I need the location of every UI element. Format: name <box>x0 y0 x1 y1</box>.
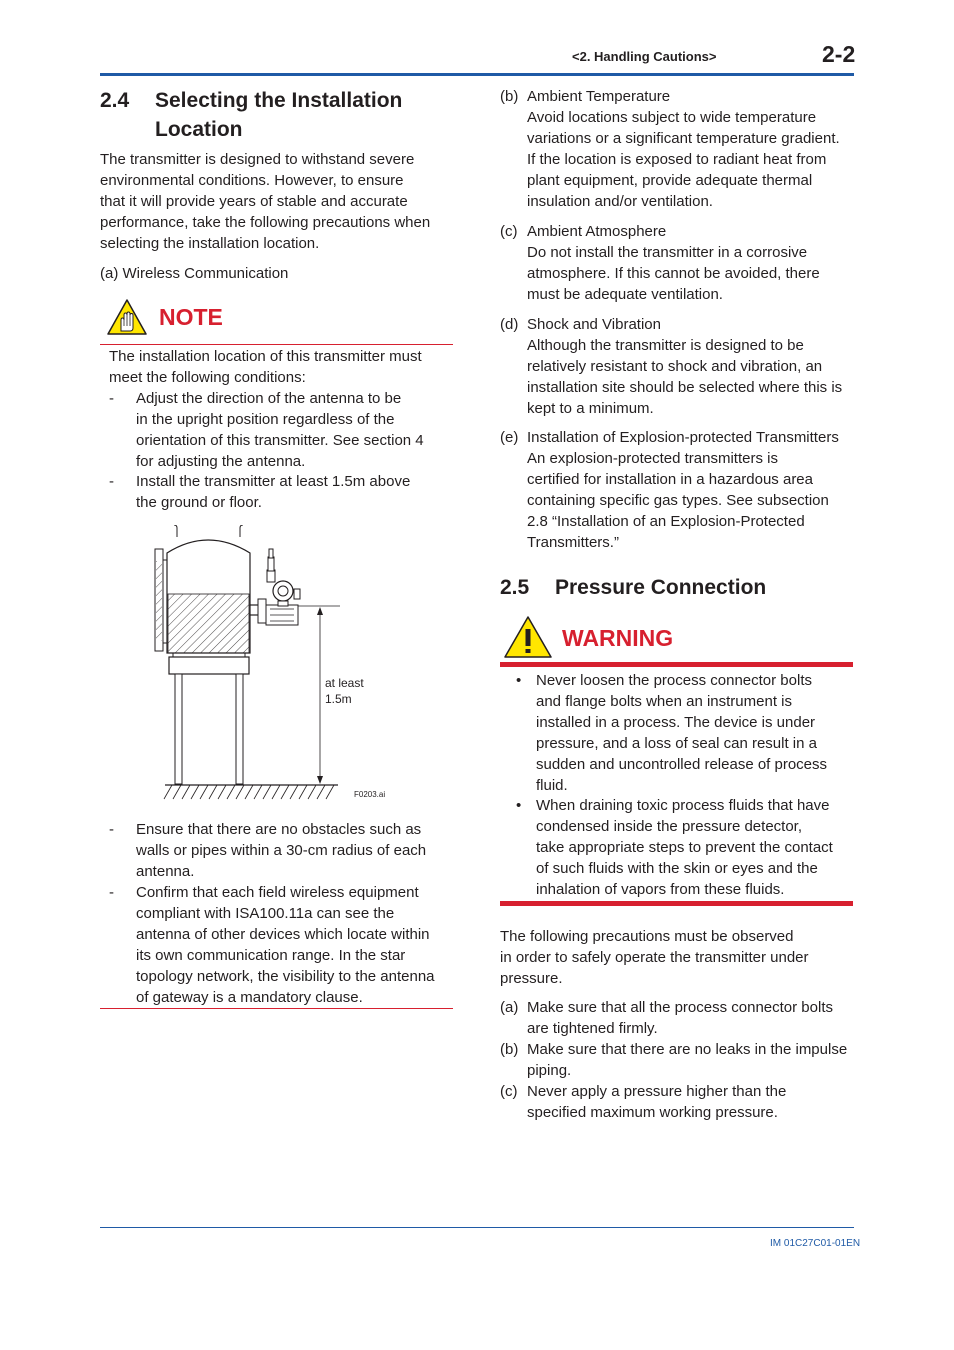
header-rule <box>100 73 854 76</box>
item-label: (c) <box>500 223 518 240</box>
bullet-text <box>136 388 424 472</box>
item-label: (c) <box>500 1083 518 1100</box>
text-line: environmental conditions. However, to ensure <box>100 172 404 189</box>
text-line: sudden and uncontrolled release of process <box>536 756 828 773</box>
text-line: of such fluids with the skin or eyes and the <box>536 860 818 877</box>
warning-bottom-bar <box>500 901 853 906</box>
text-line: An explosion-protected transmitters is <box>527 450 778 467</box>
text-line: 1.5m <box>325 692 352 706</box>
section-title-line: Location <box>155 118 243 141</box>
note-label: NOTE <box>159 304 223 330</box>
text-line: pressure, and a loss of seal can result in a <box>536 735 817 752</box>
text-line: Never loosen the process connector bolts <box>536 672 812 689</box>
text-line: The transmitter is designed to withstand severe <box>100 151 415 168</box>
text-line: antenna of other devices which locate within <box>136 926 430 943</box>
item-text <box>527 1039 847 1081</box>
item-title: Installation of Explosion-protected Transmitters <box>527 429 839 446</box>
item-label: (b) <box>500 88 519 105</box>
section-title: Pressure Connection <box>555 576 767 599</box>
item-text <box>527 221 820 305</box>
text-line: in order to safely operate the transmitter under <box>500 949 809 966</box>
pressure-item <box>500 1081 860 1123</box>
item-label: (d) <box>500 316 519 333</box>
note-bullet <box>109 471 449 513</box>
warning-bullet <box>514 795 854 900</box>
section-title <box>155 86 455 144</box>
note-top-rule <box>100 344 453 345</box>
text-line: piping. <box>527 1062 572 1079</box>
item-text <box>527 314 842 419</box>
text-line: condensed inside the pressure detector, <box>536 818 803 835</box>
text-line: for adjusting the antenna. <box>136 453 306 470</box>
item-a-wireless: (a) Wireless Communication <box>100 265 289 282</box>
text-line: variations or a significant temperature gradient. <box>527 130 840 147</box>
text-line: containing specific gas types. See subsection <box>527 492 829 509</box>
item-text <box>527 427 839 553</box>
text-line: installation site should be selected where this is <box>527 379 843 396</box>
text-line: and flange bolts when an instrument is <box>536 693 792 710</box>
note-bottom-rule <box>100 1008 453 1009</box>
note-bullet <box>109 882 454 1008</box>
text-line: selecting the installation location. <box>100 235 320 252</box>
text-line: relatively resistant to shock and vibration, an <box>527 358 823 375</box>
warning-exclamation-icon <box>503 615 553 659</box>
text-line: that it will provide years of stable and accurate <box>100 193 408 210</box>
pressure-intro <box>500 926 860 989</box>
text-line: Adjust the direction of the antenna to be <box>136 390 402 407</box>
text-line: Make sure that all the process connector bolts <box>527 999 833 1016</box>
text-line: If the location is exposed to radiant heat from <box>527 151 827 168</box>
pressure-item <box>500 1039 860 1081</box>
footer-rule <box>100 1227 854 1228</box>
text-line: of gateway is a mandatory clause. <box>136 989 363 1006</box>
bullet-text <box>136 471 410 513</box>
warning-bullet <box>514 670 854 796</box>
bullet-marker: • <box>516 672 522 689</box>
text-line: performance, take the following precautions when <box>100 214 431 231</box>
item-title: Ambient Temperature <box>527 88 671 105</box>
text-line: Transmitters.” <box>527 534 619 551</box>
text-line: Although the transmitter is designed to be <box>527 337 804 354</box>
text-line: walls or pipes within a 30-cm radius of each <box>136 842 427 859</box>
text-line: the ground or floor. <box>136 494 262 511</box>
text-line: Never apply a pressure higher than the <box>527 1083 787 1100</box>
text-line: Ensure that there are no obstacles such as <box>136 821 422 838</box>
text-line: topology network, the visibility to the antenna <box>136 968 435 985</box>
text-line: Avoid locations subject to wide temperature <box>527 109 817 126</box>
dash-marker: - <box>109 390 114 407</box>
dash-marker: - <box>109 473 114 490</box>
item-title: Shock and Vibration <box>527 316 661 333</box>
item-label: (a) <box>500 999 519 1016</box>
text-line: must be adequate ventilation. <box>527 286 723 303</box>
text-line: Make sure that there are no leaks in the impulse <box>527 1041 848 1058</box>
item-ambient-temperature <box>500 86 860 212</box>
item-ambient-atmosphere <box>500 221 860 305</box>
running-header-section: <2. Handling Cautions> <box>572 49 717 64</box>
text-line: are tightened firmly. <box>527 1020 658 1037</box>
text-line: 2.8 “Installation of an Explosion-Protected <box>527 513 805 530</box>
text-line: fluid. <box>536 777 568 794</box>
figure-drawing <box>150 525 400 805</box>
item-explosion-protected <box>500 427 860 553</box>
bullet-text <box>136 882 435 1008</box>
item-text <box>527 1081 786 1123</box>
text-line: antenna. <box>136 863 195 880</box>
bullet-marker: • <box>516 797 522 814</box>
figure-file-id: F0203.ai <box>354 790 386 799</box>
text-line: plant equipment, provide adequate thermal <box>527 172 813 189</box>
item-shock-vibration <box>500 314 860 419</box>
bullet-text <box>136 819 426 882</box>
installation-height-figure <box>150 525 400 805</box>
item-label: (b) <box>500 1041 519 1058</box>
text-line: When draining toxic process fluids that have <box>536 797 830 814</box>
section-number: 2.4 <box>100 89 130 112</box>
text-line: The following precautions must be observed <box>500 928 794 945</box>
bullet-text <box>536 795 833 900</box>
page-number: 2-2 <box>822 41 856 67</box>
text-line: kept to a minimum. <box>527 400 654 417</box>
text-line: atmosphere. If this cannot be avoided, there <box>527 265 820 282</box>
warning-top-bar <box>500 662 853 667</box>
section-2-5-heading <box>500 573 860 603</box>
intro-paragraph <box>100 149 450 254</box>
pressure-item <box>500 997 860 1039</box>
text-line: meet the following conditions: <box>109 369 306 386</box>
text-line: take appropriate steps to prevent the contact <box>536 839 833 856</box>
text-line: inhalation of vapors from these fluids. <box>536 881 785 898</box>
text-line: its own communication range. In the star <box>136 947 406 964</box>
text-line: compliant with ISA100.11a can see the <box>136 905 395 922</box>
item-text <box>527 997 833 1039</box>
section-title-line: Selecting the Installation <box>155 89 403 112</box>
text-line: installed in a process. The device is under <box>536 714 816 731</box>
note-intro <box>109 346 449 388</box>
text-line: The installation location of this transmitter must <box>109 348 422 365</box>
warning-label: WARNING <box>562 625 674 651</box>
text-line: insulation and/or ventilation. <box>527 193 713 210</box>
note-bullet <box>109 388 449 472</box>
item-text <box>527 86 840 212</box>
caution-hand-icon <box>106 298 148 336</box>
text-line: in the upright position regardless of the <box>136 411 395 428</box>
bullet-text <box>536 670 827 796</box>
section-2-4-heading <box>100 86 460 146</box>
text-line: specified maximum working pressure. <box>527 1104 778 1121</box>
text-line: Install the transmitter at least 1.5m above <box>136 473 411 490</box>
dash-marker: - <box>109 821 114 838</box>
note-bullet <box>109 819 449 882</box>
document-code: IM 01C27C01-01EN <box>770 1238 861 1249</box>
item-title: Ambient Atmosphere <box>527 223 667 240</box>
text-line: at least <box>325 676 364 690</box>
text-line: Confirm that each field wireless equipment <box>136 884 419 901</box>
dash-marker: - <box>109 884 114 901</box>
text-line: pressure. <box>500 970 563 987</box>
text-line: certified for installation in a hazardous area <box>527 471 813 488</box>
text-line: Do not install the transmitter in a corrosive <box>527 244 808 261</box>
section-number: 2.5 <box>500 576 530 599</box>
dimension-label <box>325 675 364 707</box>
item-label: (e) <box>500 429 519 446</box>
text-line: orientation of this transmitter. See section 4 <box>136 432 424 449</box>
